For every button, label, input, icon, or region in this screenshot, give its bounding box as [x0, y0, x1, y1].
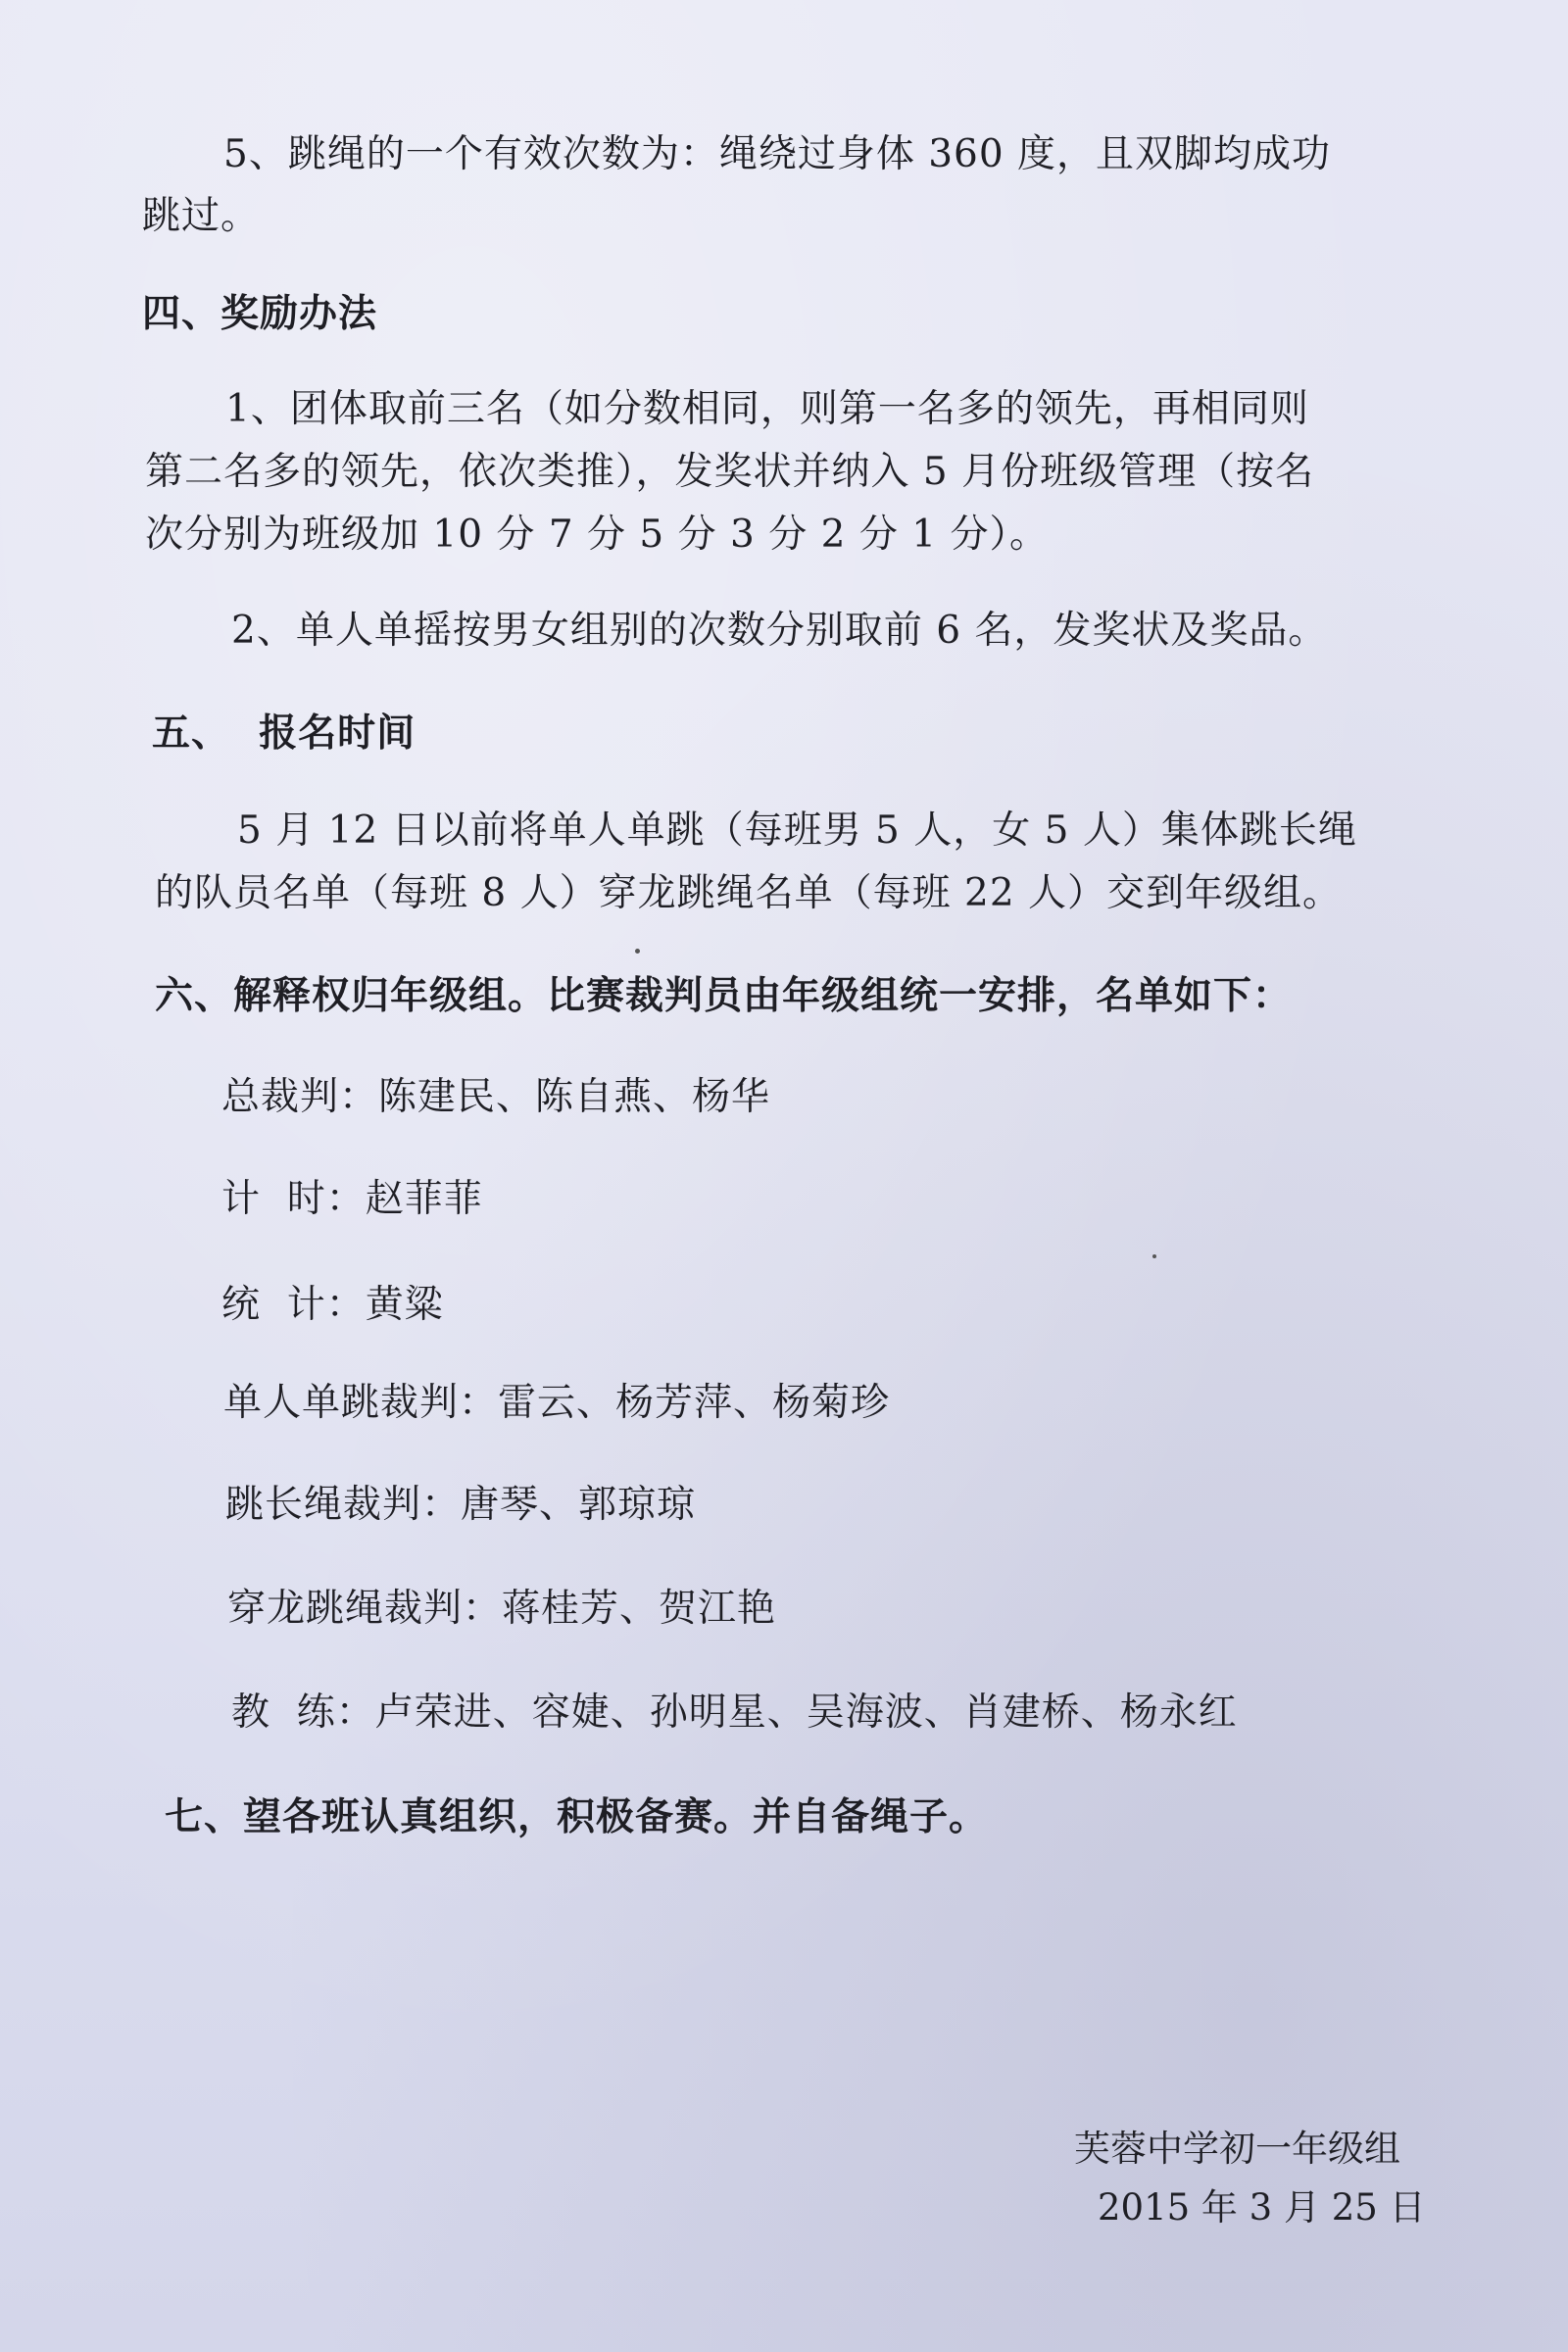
paper-speck: [635, 949, 640, 954]
section4-item1-line2: 第二名多的领先，依次类推），发奖状并纳入 5 月份班级管理（按名: [145, 450, 1315, 494]
section4-item1-line1: 1、团体取前三名（如分数相同，则第一名多的领先，再相同则: [225, 387, 1309, 431]
section4-item1-line3: 次分别为班级加 10 分 7 分 5 分 3 分 2 分 1 分）。: [145, 513, 1049, 557]
section6-heading: 六、解释权归年级组。比赛裁判员由年级组统一安排，名单如下：: [155, 973, 1293, 1018]
referee-role-timing: 计 时：赵菲菲: [221, 1177, 483, 1221]
rule5-line2: 跳过。: [142, 194, 261, 238]
referee-role-long-rope: 跳长绳裁判：唐琴、郭琼琼: [225, 1483, 697, 1527]
section4-heading: 四、奖励办法: [142, 291, 378, 336]
section5-line1: 5 月 12 日以前将单人单跳（每班男 5 人，女 5 人）集体跳长绳: [237, 808, 1357, 853]
signature-organization: 芙蓉中学初一年级组: [1074, 2128, 1400, 2170]
section4-item2: 2、单人单摇按男女组别的次数分别取前 6 名，发奖状及奖品。: [231, 609, 1328, 653]
referee-role-chief: 总裁判：陈建民、陈自燕、杨华: [221, 1075, 771, 1119]
referee-role-coach: 教 练：卢荣进、容婕、孙明星、吴海波、肖建桥、杨永红: [231, 1690, 1238, 1735]
section7-heading: 七、望各班认真组织，积极备赛。并自备绳子。: [165, 1794, 989, 1839]
section5-line2: 的队员名单（每班 8 人）穿龙跳绳名单（每班 22 人）交到年级组。: [155, 871, 1343, 915]
signature-date: 2015 年 3 月 25 日: [1098, 2186, 1426, 2229]
referee-role-single-rope: 单人单跳裁判：雷云、杨芳萍、杨菊珍: [223, 1381, 891, 1425]
paper-speck: [1152, 1254, 1156, 1258]
section5-heading: 五、 报名时间: [152, 710, 416, 756]
rule5-line1: 5、跳绳的一个有效次数为：绳绕过身体 360 度，且双脚均成功: [223, 132, 1332, 176]
referee-role-statistics: 统 计：黄粱: [221, 1283, 444, 1327]
referee-role-dragon-rope: 穿龙跳绳裁判：蒋桂芳、贺江艳: [227, 1587, 777, 1631]
